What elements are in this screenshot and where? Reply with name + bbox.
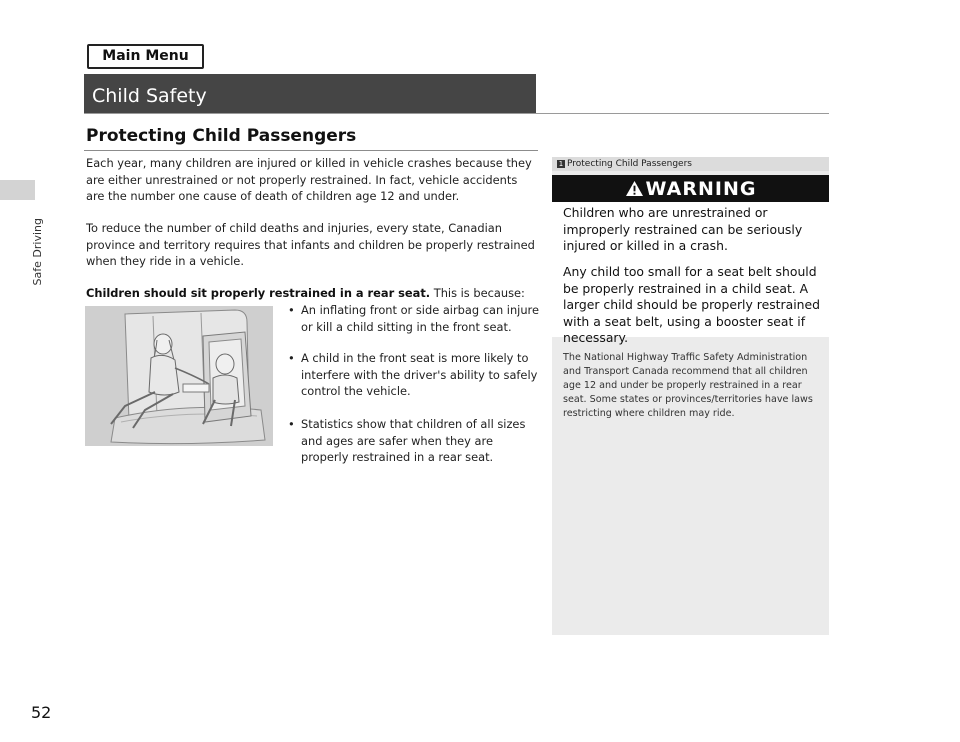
bullet-dot: • bbox=[288, 351, 295, 365]
reference-marker-icon: 1 bbox=[558, 160, 564, 168]
warning-header bbox=[552, 175, 829, 202]
bullet-text: Statistics show that children of all sizes and ages are safer when they are properly restrained in a rear seat. bbox=[301, 417, 526, 465]
chapter-title: Child Safety bbox=[84, 74, 536, 113]
side-tab-marker bbox=[0, 180, 35, 200]
side-tab-label: Safe Driving bbox=[31, 218, 44, 286]
section-heading: Protecting Child Passengers bbox=[86, 126, 357, 146]
bullet-dot: • bbox=[288, 303, 295, 317]
rear-seat-emphasis: Children should sit properly restrained in a rear seat. bbox=[86, 286, 431, 300]
sidebar-note: The National Highway Traffic Safety Administration and Transport Canada recommend that all children age 12 and under be properly restrained in a rear seat. Some states or provinces/territories have laws restricting where children may ride. bbox=[563, 352, 813, 419]
rear-seat-reason-intro: This is because: bbox=[430, 286, 525, 300]
sidebar-heading bbox=[557, 157, 692, 171]
page-number: 52 bbox=[31, 703, 52, 722]
warning-label: WARNING bbox=[645, 178, 757, 200]
warning-text-unrestrained: Children who are unrestrained or improperly restrained can be seriously injured or killed in a crash. bbox=[563, 205, 803, 253]
bullet-dot: • bbox=[288, 417, 295, 431]
bullet-text: A child in the front seat is more likely to interfere with the driver's ability to safely control the vehicle. bbox=[301, 351, 538, 399]
warning-triangle-icon bbox=[625, 180, 644, 197]
child-seat-illustration bbox=[85, 306, 273, 446]
heading-divider bbox=[84, 150, 538, 151]
paragraph-statistics: Each year, many children are injured or killed in vehicle crashes because they are either unrestrained or not properly restrained. In fact, vehicle accidents are the number one cause of death of children age 12 and under. bbox=[86, 156, 532, 204]
title-divider bbox=[84, 113, 829, 114]
bullet-text: An inflating front or side airbag can injure or kill a child sitting in the front seat. bbox=[301, 303, 540, 334]
paragraph-rear-seat bbox=[86, 285, 538, 302]
main-menu-button[interactable]: Main Menu bbox=[87, 44, 204, 69]
warning-text-child-seat: Any child too small for a seat belt should be properly restrained in a child seat. A larger child should be properly restrained with a seat belt, using a booster seat if necessary. bbox=[563, 264, 820, 345]
paragraph-laws: To reduce the number of child deaths and injuries, every state, Canadian province and territory requires that infants and children be properly restrained when they ride in a vehicle. bbox=[86, 221, 535, 269]
sidebar-heading-text: Protecting Child Passengers bbox=[567, 159, 692, 169]
